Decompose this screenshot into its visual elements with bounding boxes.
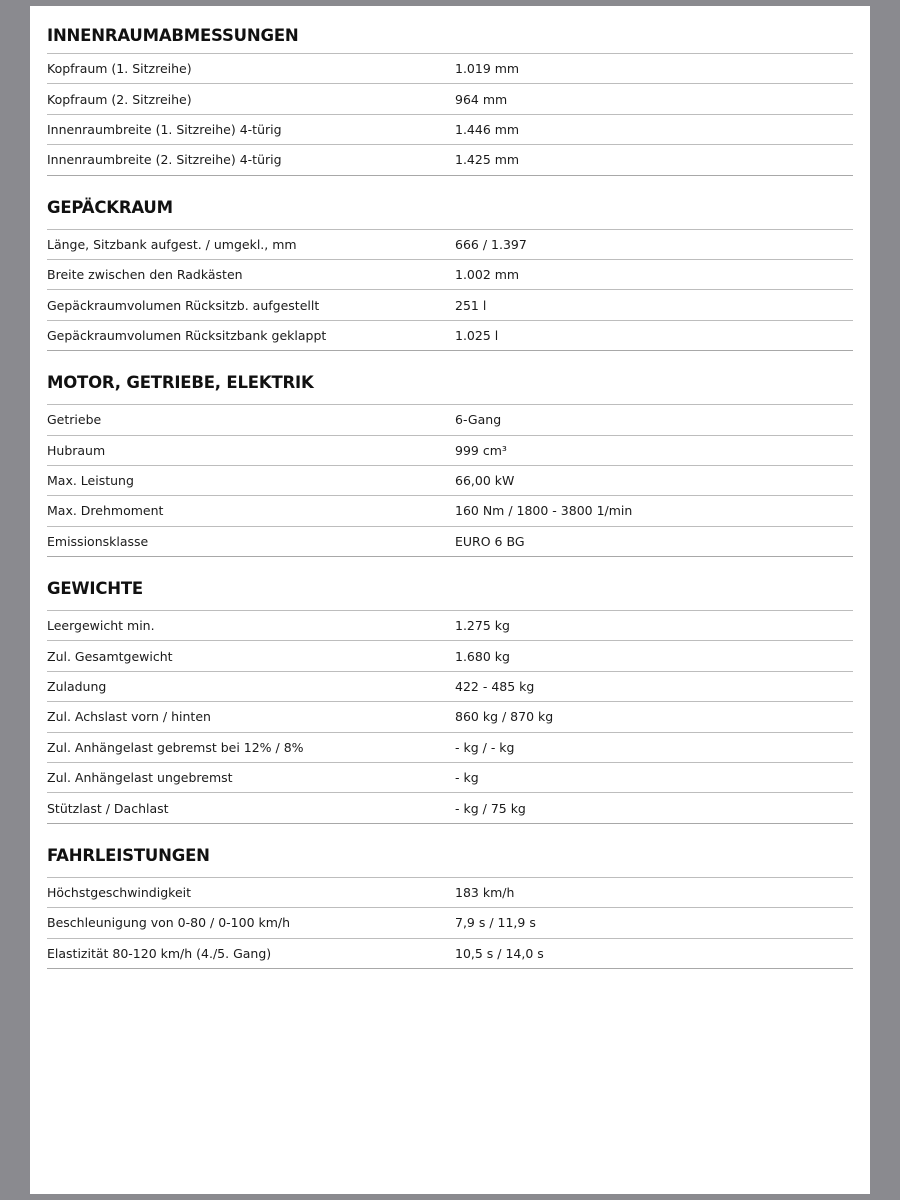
row-label: Innenraumbreite (1. Sitzreihe) 4-türig	[47, 121, 282, 137]
section-title: GEWICHTE	[47, 557, 853, 611]
table-row	[47, 405, 853, 435]
section-title: INNENRAUMABMESSUNGEN	[47, 6, 853, 54]
row-value: 160 Nm / 1800 - 3800 1/min	[455, 503, 633, 519]
table-row	[47, 793, 853, 823]
table-row	[47, 115, 853, 145]
section-motor-getriebe-elektrik	[47, 351, 853, 557]
row-label: Breite zwischen den Radkästen	[47, 267, 243, 283]
table-row	[47, 611, 853, 641]
section-fahrleistungen	[47, 824, 853, 969]
row-label: Gepäckraumvolumen Rücksitzbank geklappt	[47, 327, 327, 343]
row-label: Kopfraum (2. Sitzreihe)	[47, 91, 192, 107]
row-value: - kg / - kg	[455, 739, 515, 755]
row-value: - kg / 75 kg	[455, 800, 526, 816]
row-label: Zul. Anhängelast ungebremst	[47, 770, 233, 786]
row-label: Kopfraum (1. Sitzreihe)	[47, 61, 192, 77]
table-row	[47, 260, 853, 290]
row-label: Leergewicht min.	[47, 618, 155, 634]
row-value: 1.275 kg	[455, 618, 510, 634]
row-label: Emissionsklasse	[47, 533, 149, 549]
table-row	[47, 496, 853, 526]
row-value: 1.446 mm	[455, 121, 520, 137]
table-row	[47, 54, 853, 84]
row-label: Zuladung	[47, 679, 107, 695]
row-label: Gepäckraumvolumen Rücksitzb. aufgestellt	[47, 297, 320, 313]
row-value: 66,00 kW	[455, 473, 515, 489]
table-row	[47, 436, 853, 466]
row-value: 10,5 s / 14,0 s	[455, 945, 544, 961]
row-value: 251 l	[455, 297, 487, 313]
spec-sheet-page	[30, 6, 870, 1194]
table-row	[47, 527, 853, 557]
section-gewichte	[47, 557, 853, 824]
table-row	[47, 672, 853, 702]
row-value: 1.680 kg	[455, 648, 510, 664]
table-row	[47, 230, 853, 260]
row-label: Höchstgeschwindigkeit	[47, 885, 192, 900]
row-value: 999 cm³	[455, 442, 507, 458]
table-row	[47, 878, 853, 908]
row-value: 422 - 485 kg	[455, 679, 535, 695]
row-value: 1.425 mm	[455, 152, 520, 168]
row-value: 7,9 s / 11,9 s	[455, 915, 536, 931]
table-row	[47, 641, 853, 671]
table-row	[47, 908, 853, 938]
row-value: EURO 6 BG	[455, 533, 525, 549]
row-label: Länge, Sitzbank aufgest. / umgekl., mm	[47, 236, 297, 252]
row-value: 6-Gang	[455, 412, 502, 428]
row-label: Stützlast / Dachlast	[47, 800, 169, 816]
row-label: Elastizität 80-120 km/h (4./5. Gang)	[47, 945, 272, 961]
table-row	[47, 145, 853, 175]
section-title: GEPÄCKRAUM	[47, 176, 853, 230]
section-innenraumabmessungen	[47, 6, 853, 176]
row-value: 1.025 l	[455, 327, 499, 343]
row-value: - kg	[455, 770, 479, 786]
row-value: 860 kg / 870 kg	[455, 709, 554, 725]
row-value: 1.002 mm	[455, 267, 520, 283]
row-label: Zul. Anhängelast gebremst bei 12% / 8%	[47, 739, 304, 755]
row-label: Zul. Achslast vorn / hinten	[47, 709, 211, 725]
table-row	[47, 84, 853, 114]
row-label: Zul. Gesamtgewicht	[47, 648, 173, 664]
row-value: 964 mm	[455, 91, 508, 107]
table-row	[47, 321, 853, 351]
row-label: Hubraum	[47, 442, 106, 458]
row-label: Max. Leistung	[47, 473, 134, 489]
row-label: Getriebe	[47, 412, 102, 428]
section-gepaeckraum	[47, 176, 853, 352]
table-row	[47, 290, 853, 320]
row-value: 666 / 1.397	[455, 236, 527, 252]
row-value: 1.019 mm	[455, 61, 520, 77]
table-row	[47, 763, 853, 793]
table-row	[47, 733, 853, 763]
table-row	[47, 466, 853, 496]
section-title: MOTOR, GETRIEBE, ELEKTRIK	[47, 351, 853, 405]
table-row	[47, 702, 853, 732]
table-row	[47, 939, 853, 969]
row-label: Max. Drehmoment	[47, 503, 164, 519]
row-label: Innenraumbreite (2. Sitzreihe) 4-türig	[47, 152, 282, 168]
section-title: FAHRLEISTUNGEN	[47, 824, 853, 878]
row-value: 183 km/h	[455, 885, 515, 900]
row-label: Beschleunigung von 0-80 / 0-100 km/h	[47, 915, 291, 931]
